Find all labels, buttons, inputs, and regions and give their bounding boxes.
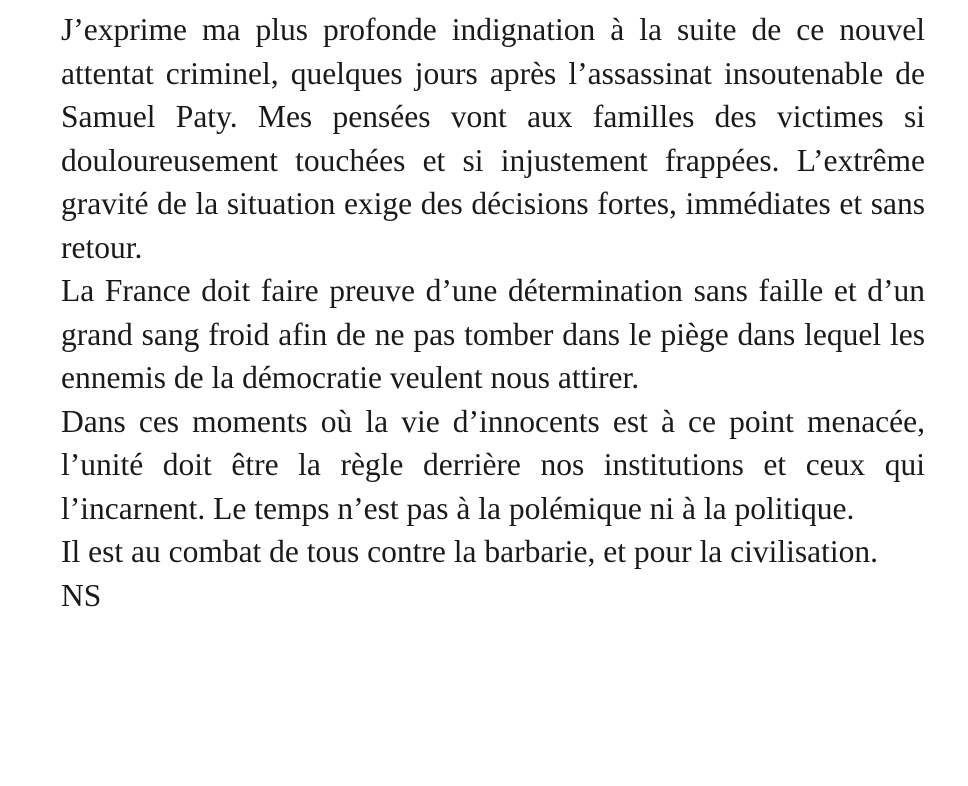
paragraph-combat: Il est au combat de tous contre la barbarie, et pour la civilisation.	[61, 534, 878, 569]
signature: NS	[61, 577, 102, 613]
paragraph-unity: Dans ces moments où la vie d’innocents est à ce point menacée, l’unité doit être la règle derrière nos institutions et ceux qui l’incarnent. Le temps n’est pas à la polémique ni à la politique.	[61, 403, 925, 526]
paragraph-indignation: J’exprime ma plus profonde indignation à la suite de ce nouvel attentat criminel, quelques jours après l’assassinat insoutenable de Samuel Paty. Mes pensées vont aux familles des victimes si douloureusement touchées et si injustement frappées. L’extrême gravité de la situation exige des décisions fortes, immédiates et sans retour.	[61, 12, 925, 265]
paragraph-determination: La France doit faire preuve d’une détermination sans faille et d’un grand sang froid afin de ne pas tomber dans le piège dans lequel les ennemis de la démocratie veulent nous attirer.	[61, 273, 925, 395]
statement-document	[61, 8, 925, 617]
